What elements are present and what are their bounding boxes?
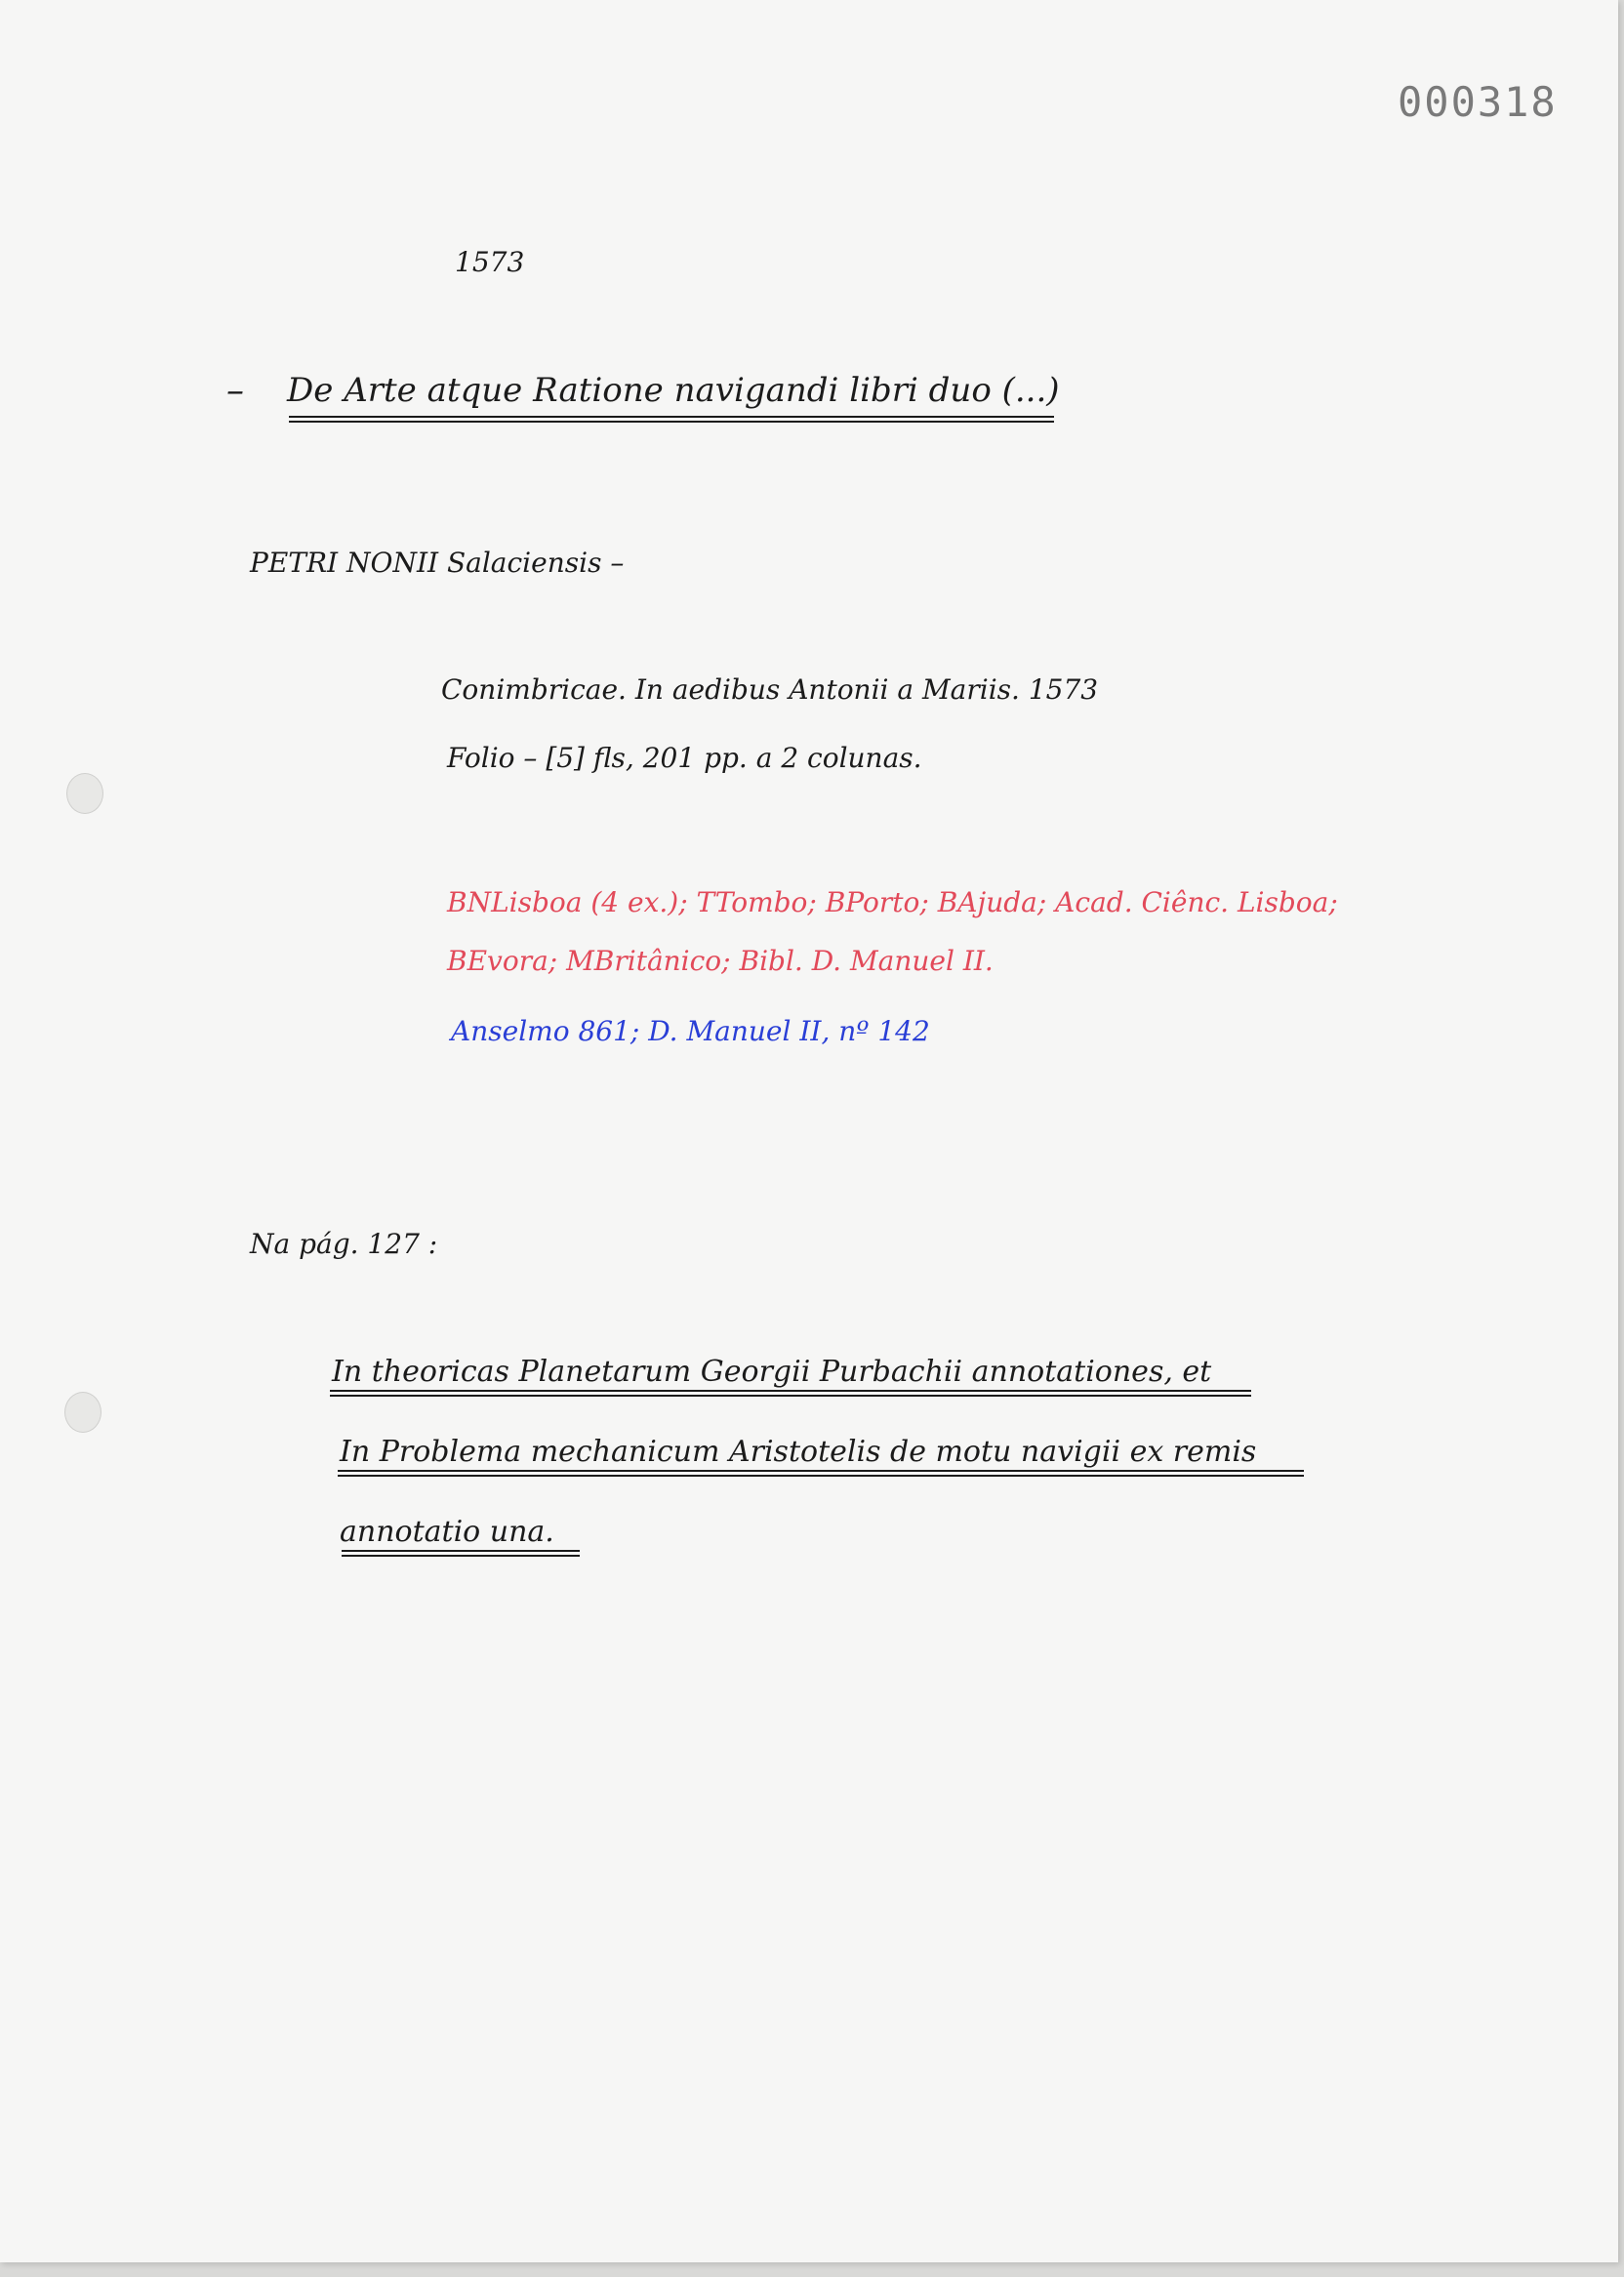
- subwork-line-2: In Problema mechanicum Aristotelis de motu navigii ex remis: [340, 1435, 1257, 1469]
- subwork-underline-2: [338, 1470, 1304, 1477]
- format-line: Folio – [5] fls, 201 pp. a 2 colunas.: [447, 742, 922, 774]
- book-title: De Arte atque Ratione navigandi libri duo (...): [287, 371, 1060, 410]
- library-copies-line-2: BEvora; MBritânico; Bibl. D. Manuel II.: [447, 945, 994, 977]
- subwork-underline-1: [330, 1390, 1251, 1397]
- subwork-underline-3: [342, 1550, 580, 1557]
- page-reference: Na pág. 127 :: [250, 1228, 438, 1260]
- title-underline: [289, 416, 1054, 423]
- imprint-line: Conimbricae. In aedibus Antonii a Mariis. 1573: [441, 673, 1099, 706]
- punch-hole-lower: [64, 1392, 102, 1433]
- archive-stamp-number: 000318: [1398, 78, 1558, 126]
- author-line: PETRI NONII Salaciensis –: [250, 547, 625, 579]
- punch-hole-upper: [66, 773, 103, 814]
- library-copies-line-1: BNLisboa (4 ex.); TTombo; BPorto; BAjuda; Acad. Ciênc. Lisboa;: [447, 886, 1338, 918]
- year-heading: 1573: [455, 246, 525, 278]
- bibliographic-references: Anselmo 861; D. Manuel II, nº 142: [451, 1015, 930, 1047]
- subwork-line-3: annotatio una.: [340, 1515, 554, 1549]
- subwork-line-1: In theoricas Planetarum Georgii Purbachii annotationes, et: [332, 1355, 1212, 1389]
- title-dash: –: [226, 371, 244, 411]
